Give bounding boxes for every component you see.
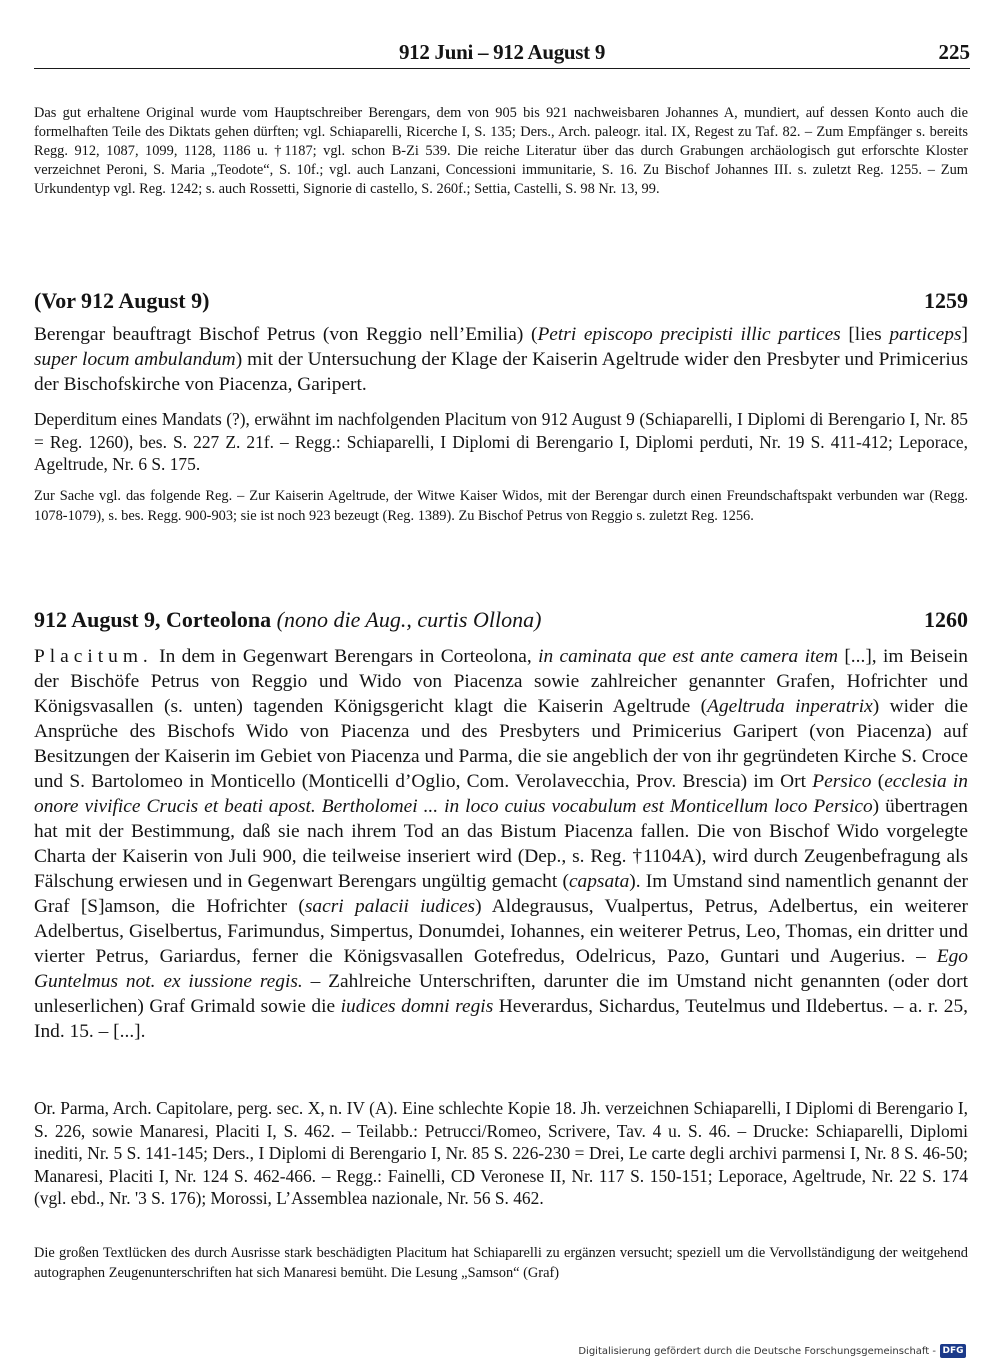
running-head-title: 912 Juni – 912 August 9 — [398, 40, 606, 64]
summary-text: – Zahlreiche Unterschriften, darunter die im Umstand nicht genannten (oder dort unleserlichen) Graf Grimald sowie die — [34, 971, 968, 1017]
summary-text: ] — [961, 324, 968, 345]
regest-1259-number: 1259 — [924, 288, 968, 313]
regest-1259-summary — [34, 322, 968, 397]
summary-text: ( — [871, 771, 885, 792]
regest-1260-date — [34, 607, 541, 633]
summary-text: [...], im Beisein der Bischöfe Petrus von Reggio und Wido von Piacenza sowie zahlreicher genannter Grafen, Hofrichter und Königsvasallen (s. unten) tagenden Königsgericht klagt die Kaiserin Ageltrude ( — [34, 646, 968, 717]
regest-1259-commentary: Zur Sache vgl. das folgende Reg. – Zur Kaiserin Ageltrude, der Witwe Kaiser Widos, mit der Berengar durch einen Freundschaftspakt verbunden war (Regg. 1078-1079), s. bes. Regg. 900-903; sie ist noch 923 bezeugt (Reg. 1389). Zu Bischof Petrus von Reggio s. zuletzt Reg. 1256. — [34, 488, 968, 524]
regest-1260-heading — [34, 607, 968, 635]
summary-quote: Petri episcopo precipisti illic partices — [537, 324, 841, 345]
summary-text: ) wider die Ansprüche des Bischofs Wido von Piacenza und des Presbyters und Primicerius Garipert (von Piacenza) auf Besitzungen der Kaiserin im Gebiet von Piacenza und Parma, die sie angeblich der von ihr gegründeten Kirche S. Croce und S. Bartolomeo in Monticello (Monticelli d’Oglio, Com. Verolavecchia, Prov. Brescia) im Ort — [34, 696, 968, 792]
summary-quote: particeps — [889, 324, 962, 345]
summary-quote: super locum ambulandum — [34, 349, 236, 370]
summary-text: Heverardus, Sichardus, Teutelmus und Ildebertus. – a. r. 25, Ind. 15. – [...]. — [34, 996, 968, 1042]
summary-text: ) übertragen hat mit der Bestimmung, daß sie nach ihrem Tod an das Bistum Piacenza fallen. Die von Bischof Wido vorgelegte Charta der Kaiserin von Juli 900, die teilweise inseriert wird (Dep., s. Reg. †1104A), wird durch Zeugenbefragung als Fälschung erwiesen und in Gegenwart Berengars ungültig gemacht ( — [34, 796, 969, 892]
summary-quote: Ageltruda inperatrix — [707, 696, 873, 717]
summary-quote: Ego Guntelmus not. ex iussione regis. — [34, 946, 968, 992]
regest-1260-sources: Or. Parma, Arch. Capitolare, perg. sec. X, n. IV (A). Eine schlechte Kopie 18. Jh. verzeichnen Schiaparelli, I Diplomi di Berengario I, S. 226, sowie Manaresi, Placiti I, S. 462. – Teilabb.: Petrucci/Romeo, Scrivere, Tav. 4 u. S. 46. – Drucke: Schiaparelli, Diplomi inediti, Nr. 5 S. 141-145; Ders., I Diplomi di Berengario I, Nr. 85 S. 226-230 = Drei, Le carte degli archivi parmensi I, Nr. 8 S. 46-50; Manaresi, Placiti I, Nr. 124 S. 462-466. – Regg.: Fainelli, CD Veronese II, Nr. 117 S. 150-151; Leporace, Ageltrude, Nr. 22 S. 174 (vgl. ebd., Nr. '3 S. 176); Morossi, L’Assemblea nazionale, Nr. 56 S. 462. — [34, 1098, 968, 1208]
summary-quote: in caminata que est ante camera item — [538, 646, 838, 667]
summary-text: Berengar beauftragt Bischof Petrus (von Reggio nell’Emilia) ( — [34, 324, 538, 345]
summary-text: In dem in Gegenwart Berengars in Corteolona, — [152, 646, 539, 667]
digitization-footer — [578, 1341, 966, 1361]
dfg-logo: DFG — [940, 1344, 966, 1358]
regest-1260-date-note: (nono die Aug., curtis Ollona) — [276, 607, 542, 632]
regest-1260-date-text: 912 August 9, Corteolona — [34, 607, 272, 632]
regest-1260-number: 1260 — [924, 607, 968, 632]
page-number: 225 — [938, 40, 970, 64]
regest-1259-heading — [34, 288, 968, 316]
summary-text: ) mit der Untersuchung der Klage der Kaiserin Ageltrude wider den Presbyter und Primicerius der Bischofskirche von Piacenza, Garipert. — [34, 349, 968, 395]
regest-1260-summary — [34, 644, 968, 1044]
summary-text: ) Aldegrausus, Vualpertus, Petrus, Adelbertus, ein weiterer Adelbertus, Giselbertus, Farimundus, Simpertus, Donumdei, Iohannes, ein weiterer Petrus, Leo, Thomas, ein dritter und vierter Petrus, Gariardus, ferner die Königsvasallen Gotefredus, Odelricus, Pazo, Guntari und Augerius. – — [34, 896, 968, 967]
document-type: Placitum. — [34, 646, 153, 667]
footer-text: Digitalisierung gefördert durch die Deutsche Forschungsgemeinschaft - — [578, 1345, 936, 1357]
top-note: Das gut erhaltene Original wurde vom Hauptschreiber Berengars, dem von 905 bis 921 nachweisbaren Johannes A, mundiert, auf dessen Konto auch die formelhaften Teile des Diktats gehen dürften; vgl. Schiaparelli, Ricerche I, S. 135; Ders., Arch. paleogr. ital. IX, Regest zu Taf. 82. – Zum Empfänger s. bereits Regg. 912, 1087, 1099, 1128, 1186 u. †1187; vgl. schon B-Zi 539. Die reiche Literatur über das durch Grabungen archäologisch gut erforschte Kloster verzeichnet Peroni, S. Maria „Teodote“, S. 10f.; vgl. auch Lanzani, Concessioni immunitarie, S. 16. Zu Bischof Johannes III. s. zuletzt Reg. 1255. – Zum Urkundentyp vgl. Reg. 1242; s. auch Rossetti, Signorie di castello, S. 260f.; Settia, Castelli, S. 98 Nr. 13, 99. — [34, 105, 968, 197]
summary-quote: ecclesia in onore vivifice Crucis et beati apost. Bertholomei ... in loco cuius vocabulum est Monticellum loco Persico — [34, 771, 968, 817]
summary-quote: sacri palacii iudices — [304, 896, 476, 917]
running-head — [34, 40, 970, 69]
summary-text: ). Im Umstand sind namentlich genannt der Graf [S]amson, die Hofrichter ( — [34, 871, 969, 917]
summary-quote: capsata — [568, 871, 630, 892]
regest-1260-commentary: Die großen Textlücken des durch Ausrisse stark beschädigten Placitum hat Schiaparelli zu ergänzen versucht; speziell um die Vervollständigung der weitgehend autographen Zeugenunterschriften hat sich Manaresi bemüht. Die Lesung „Samson“ (Graf) — [34, 1245, 968, 1281]
summary-quote: Persico — [812, 771, 872, 792]
regest-1259-sources: Deperditum eines Mandats (?), erwähnt im nachfolgenden Placitum von 912 August 9 (Schiaparelli, I Diplomi di Berengario I, Nr. 85 = Reg. 1260), bes. S. 227 Z. 21f. – Regg.: Schiaparelli, I Diplomi di Berengario I, Diplomi perduti, Nr. 19 S. 411-412; Leporace, Ageltrude, Nr. 6 S. 175. — [34, 409, 968, 474]
regest-1259-date: (Vor 912 August 9) — [34, 288, 210, 313]
summary-text: [lies — [840, 324, 890, 345]
summary-quote: iudices domni regis — [340, 996, 494, 1017]
